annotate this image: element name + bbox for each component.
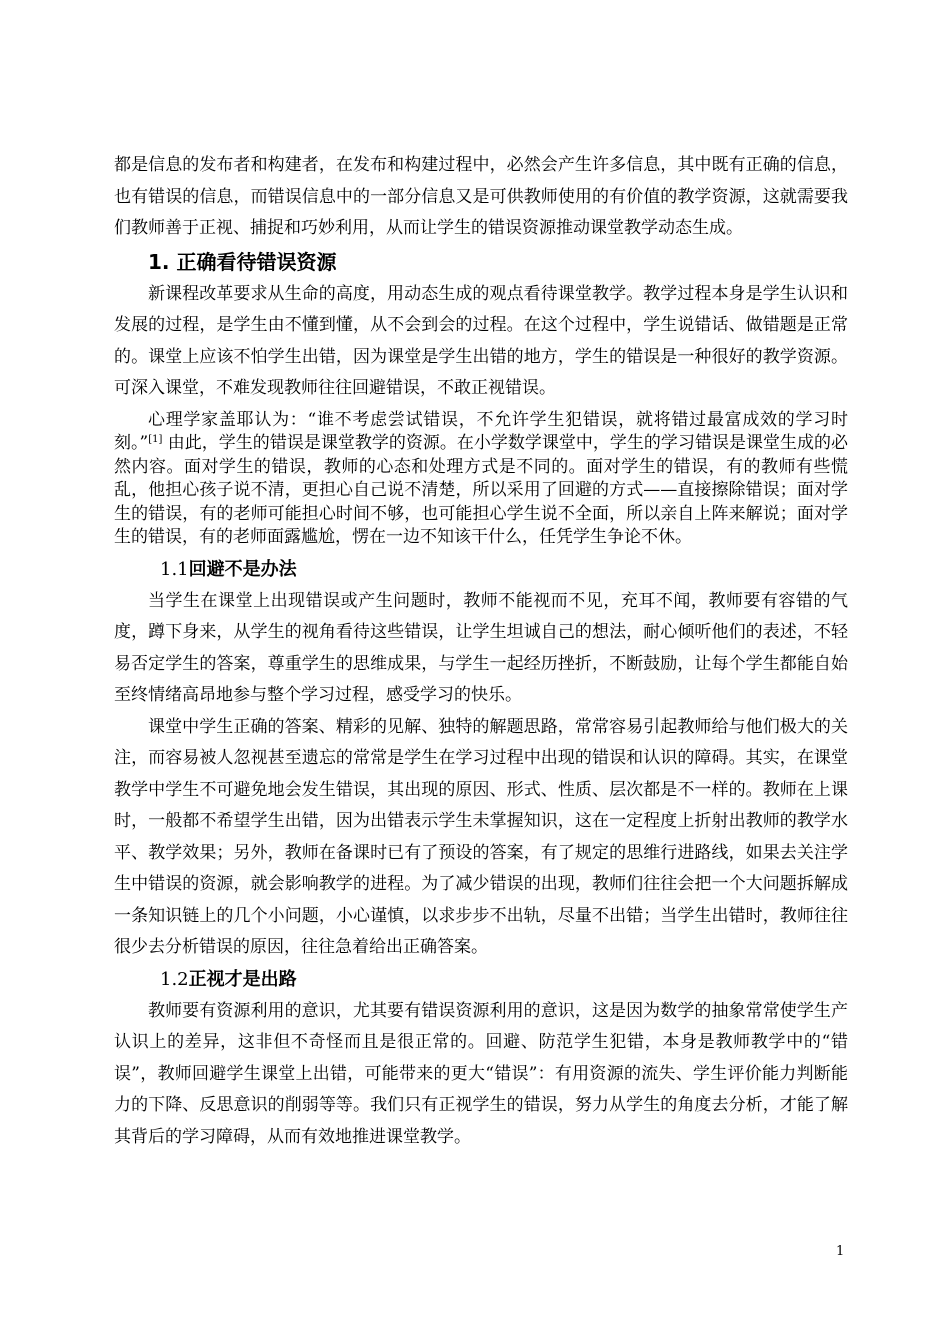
- subsection-number: 1.1: [160, 558, 189, 580]
- quote-followup-text: 由此，学生的错误是课堂教学的资源。在小学数学课堂中，学生的学习错误是课堂生成的必然内容。面对学生的错误，教师的心态和处理方式是不同的。面对学生的错误，有的教师有些慌乱，他担心孩子说不清，更担心自己说不清楚，所以采用了回避的方式——直接擦除错误；面对学生的错误，有的老师可能担心时间不够，也可能担心学生说不全面，所以亲自上阵来解说；面对学生的错误，有的老师面露尴尬，愣在一边不知该干什么，任凭学生争论不休。: [114, 433, 848, 547]
- subsection-heading-1-2: [160, 964, 848, 996]
- subsection-heading-1-1: [160, 554, 848, 586]
- section-heading-1: 1. 正确看待错误资源: [148, 249, 337, 274]
- quote-text: 心理学家盖耶认为：“谁不考虑尝试错误，不允许学生犯错误，就将错过最富成效的学习时刻。”: [114, 409, 848, 453]
- document-body: [114, 150, 848, 1153]
- intro-paragraph: 都是信息的发布者和构建者，在发布和构建过程中，必然会产生许多信息，其中既有正确的信息，也有错误的信息，而错误信息中的一部分信息又是可供教师使用的有价值的教学资源，这就需要我们教师善于正视、捕捉和巧妙利用，从而让学生的错误资源推动课堂教学动态生成。: [114, 155, 848, 238]
- citation-marker: [1]: [148, 434, 163, 445]
- section-1-paragraph-1: 新课程改革要求从生命的高度，用动态生成的观点看待课堂教学。教学过程本身是学生认识和发展的过程，是学生由不懂到懂，从不会到会的过程。在这个过程中，学生说错话、做错题是正常的。课堂上应该不怕学生出错，因为课堂是学生出错的地方，学生的错误是一种很好的教学资源。可深入课堂，不难发现教师往往回避错误，不敢正视错误。: [114, 283, 848, 398]
- subsection-1-1-paragraph-1: 当学生在课堂上出现错误或产生问题时，教师不能视而不见，充耳不闻，教师要有容错的气度，蹲下身来，从学生的视角看待这些错误，让学生坦诚自己的想法，耐心倾听他们的表述，不轻易否定学生的答案，尊重学生的思维成果，与学生一起经历挫折，不断鼓励，让每个学生都能自始至终情绪高昂地参与整个学习过程，感受学习的快乐。: [114, 590, 848, 705]
- subsection-1-1-paragraph-2: 课堂中学生正确的答案、精彩的见解、独特的解题思路，常常容易引起教师给与他们极大的关注，而容易被人忽视甚至遗忘的常常是学生在学习过程中出现的错误和认识的障碍。其实，在课堂教学中学生不可避免地会发生错误，其出现的原因、形式、性质、层次都是不一样的。教师在上课时，一般都不希望学生出错，因为出错表示学生未掌握知识，这在一定程度上折射出教师的教学水平、教学效果；另外，教师在备课时已有了预设的答案，有了规定的思维行进路线，如果去关注学生中错误的资源，就会影响教学的进程。为了减少错误的出现，教师们往往会把一个大问题拆解成一条知识链上的几个小问题，小心谨慎，以求步步不出轨，尽量不出错；当学生出错时，教师往往很少去分析错误的原因，往往急着给出正确答案。: [114, 716, 848, 957]
- subsection-title: 回避不是办法: [188, 558, 297, 580]
- subsection-1-2-paragraph-1: 教师要有资源利用的意识，尤其要有错误资源利用的意识，这是因为数学的抽象常常使学生产认识上的差异，这非但不奇怪而且是很正常的。回避、防范学生犯错，本身是教师教学中的“错误”，教师回避学生课堂上出错，可能带来的更大“错误”：有用资源的流失、学生评价能力判断能力的下降、反思意识的削弱等等。我们只有正视学生的错误，努力从学生的角度去分析，才能了解其背后的学习障碍，从而有效地推进课堂教学。: [114, 1000, 848, 1147]
- subsection-number: 1.2: [160, 968, 189, 990]
- page-number: 1: [836, 1244, 845, 1259]
- subsection-title: 正视才是出路: [188, 968, 297, 990]
- section-1-paragraph-2: [114, 409, 848, 550]
